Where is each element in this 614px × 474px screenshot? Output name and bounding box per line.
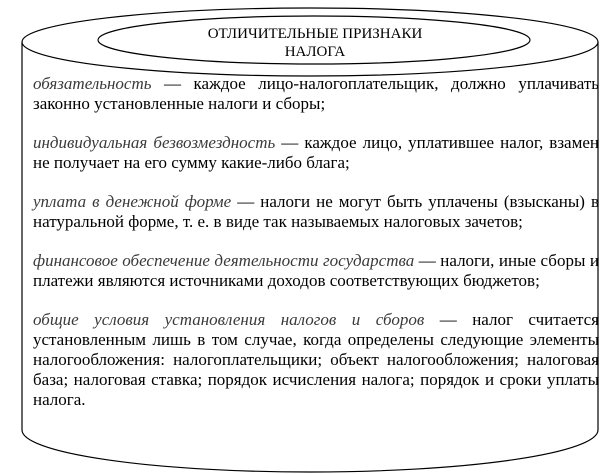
feature-term: финансовое обеспечение деятельности государства: [33, 251, 415, 270]
feature-item: [33, 192, 599, 232]
feature-item: [33, 310, 599, 410]
title-line-1: ОТЛИЧИТЕЛЬНЫЕ ПРИЗНАКИ: [207, 26, 423, 42]
feature-item: [33, 133, 599, 173]
feature-term: уплата в денежной форме: [33, 192, 232, 211]
feature-description: — каждое лицо, уплатившее налог, взамен не получает на его сумму какие-либо блага;: [33, 133, 599, 172]
feature-description: — налоги, иные сборы и платежи являются источниками доходов соответствующих бюджетов;: [33, 251, 599, 290]
feature-term: общие условия установления налогов и сборов: [33, 310, 425, 329]
feature-term: индивидуальная безвозмездность: [33, 133, 276, 152]
title-line-2: НАЛОГА: [284, 44, 346, 60]
feature-item: [33, 251, 599, 291]
feature-description: — налоги не могут быть уплачены (взысканы) в натуральной форме, т. е. в виде так называемых налоговых зачетов;: [33, 192, 599, 231]
features-list: [33, 74, 599, 410]
feature-term: обязательность: [33, 74, 152, 93]
feature-description: — каждое лицо-налогоплательщик, должно уплачивать законно установленные налоги и сборы;: [33, 74, 599, 113]
feature-description: — налог считается установленным лишь в том случае, когда определены следующие элементы налогообложения: налогоплательщики; объект налогообложения; налоговая база; налоговая ставка; порядок исчисления налога; порядок и сроки уплаты налога.: [33, 310, 599, 409]
feature-item: [33, 74, 599, 114]
diagram-title: [130, 25, 500, 61]
